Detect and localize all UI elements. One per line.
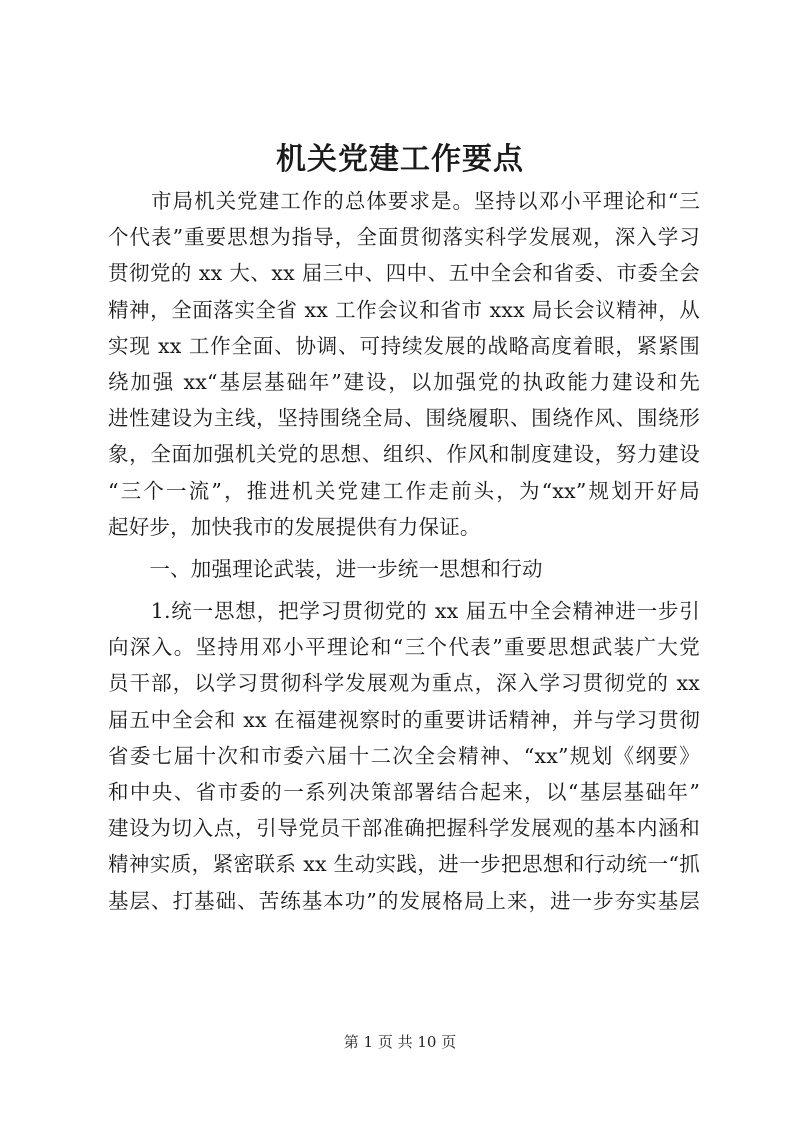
- text-line: 精神，全面落实全省 xx 工作会议和省市 xxx 局长会议精神，从: [108, 297, 700, 322]
- document-title: 机关党建工作要点: [276, 142, 524, 177]
- text-line: 进性建设为主线，坚持围绕全局、围绕履职、围绕作风、围绕形: [108, 406, 700, 431]
- text-line: 实现 xx 工作全面、协调、可持续发展的战略高度着眼，紧紧围: [108, 333, 700, 358]
- text-line: 精神实质，紧密联系 xx 生动实践，进一步把思想和行动统一“抓: [108, 852, 700, 877]
- page-footer: 第 1 页 共 10 页: [343, 1033, 457, 1051]
- text-line: 和中央、省市委的一系列决策部署结合起来，以“基层基础年”: [108, 780, 700, 804]
- text-line: 建设为切入点，引导党员干部准确把握科学发展观的基本内涵和: [108, 816, 700, 841]
- text-line: “三个一流”，推进机关党建工作走前头，为“xx”规划开好局: [108, 478, 700, 503]
- text-line: 起好步，加快我市的发展提供有力保证。: [108, 514, 481, 539]
- text-line: 贯彻党的 xx 大、xx 届三中、四中、五中全会和省委、市委全会: [108, 261, 700, 286]
- text-line: 市局机关党建工作的总体要求是。坚持以邓小平理论和“三: [108, 189, 700, 213]
- text-line: 基层、打基础、苦练基本功”的发展格局上来，进一步夯实基层: [108, 888, 700, 913]
- document-body: [108, 183, 700, 919]
- text-line: 届五中全会和 xx 在福建视察时的重要讲话精神，并与学习贯彻: [108, 707, 700, 732]
- text-line: 1.统一思想，把学习贯彻党的 xx 届五中全会精神进一步引: [108, 599, 700, 624]
- text-line: 省委七届十次和市委六届十二次全会精神、“xx”规划《纲要》: [108, 743, 700, 768]
- text-line: 象，全面加强机关党的思想、组织、作风和制度建设，努力建设: [108, 442, 700, 467]
- text-line: 员干部，以学习贯彻科学发展观为重点，深入学习贯彻党的 xx: [108, 671, 700, 696]
- text-line: 个代表”重要思想为指导，全面贯彻落实科学发展观，深入学习: [108, 225, 700, 250]
- text-line: 一、加强理论武装，进一步统一思想和行动: [108, 556, 543, 581]
- text-line: 绕加强 xx“基层基础年”建设，以加强党的执政能力建设和先: [108, 369, 700, 394]
- text-line: 向深入。坚持用邓小平理论和“三个代表”重要思想武装广大党: [108, 635, 700, 660]
